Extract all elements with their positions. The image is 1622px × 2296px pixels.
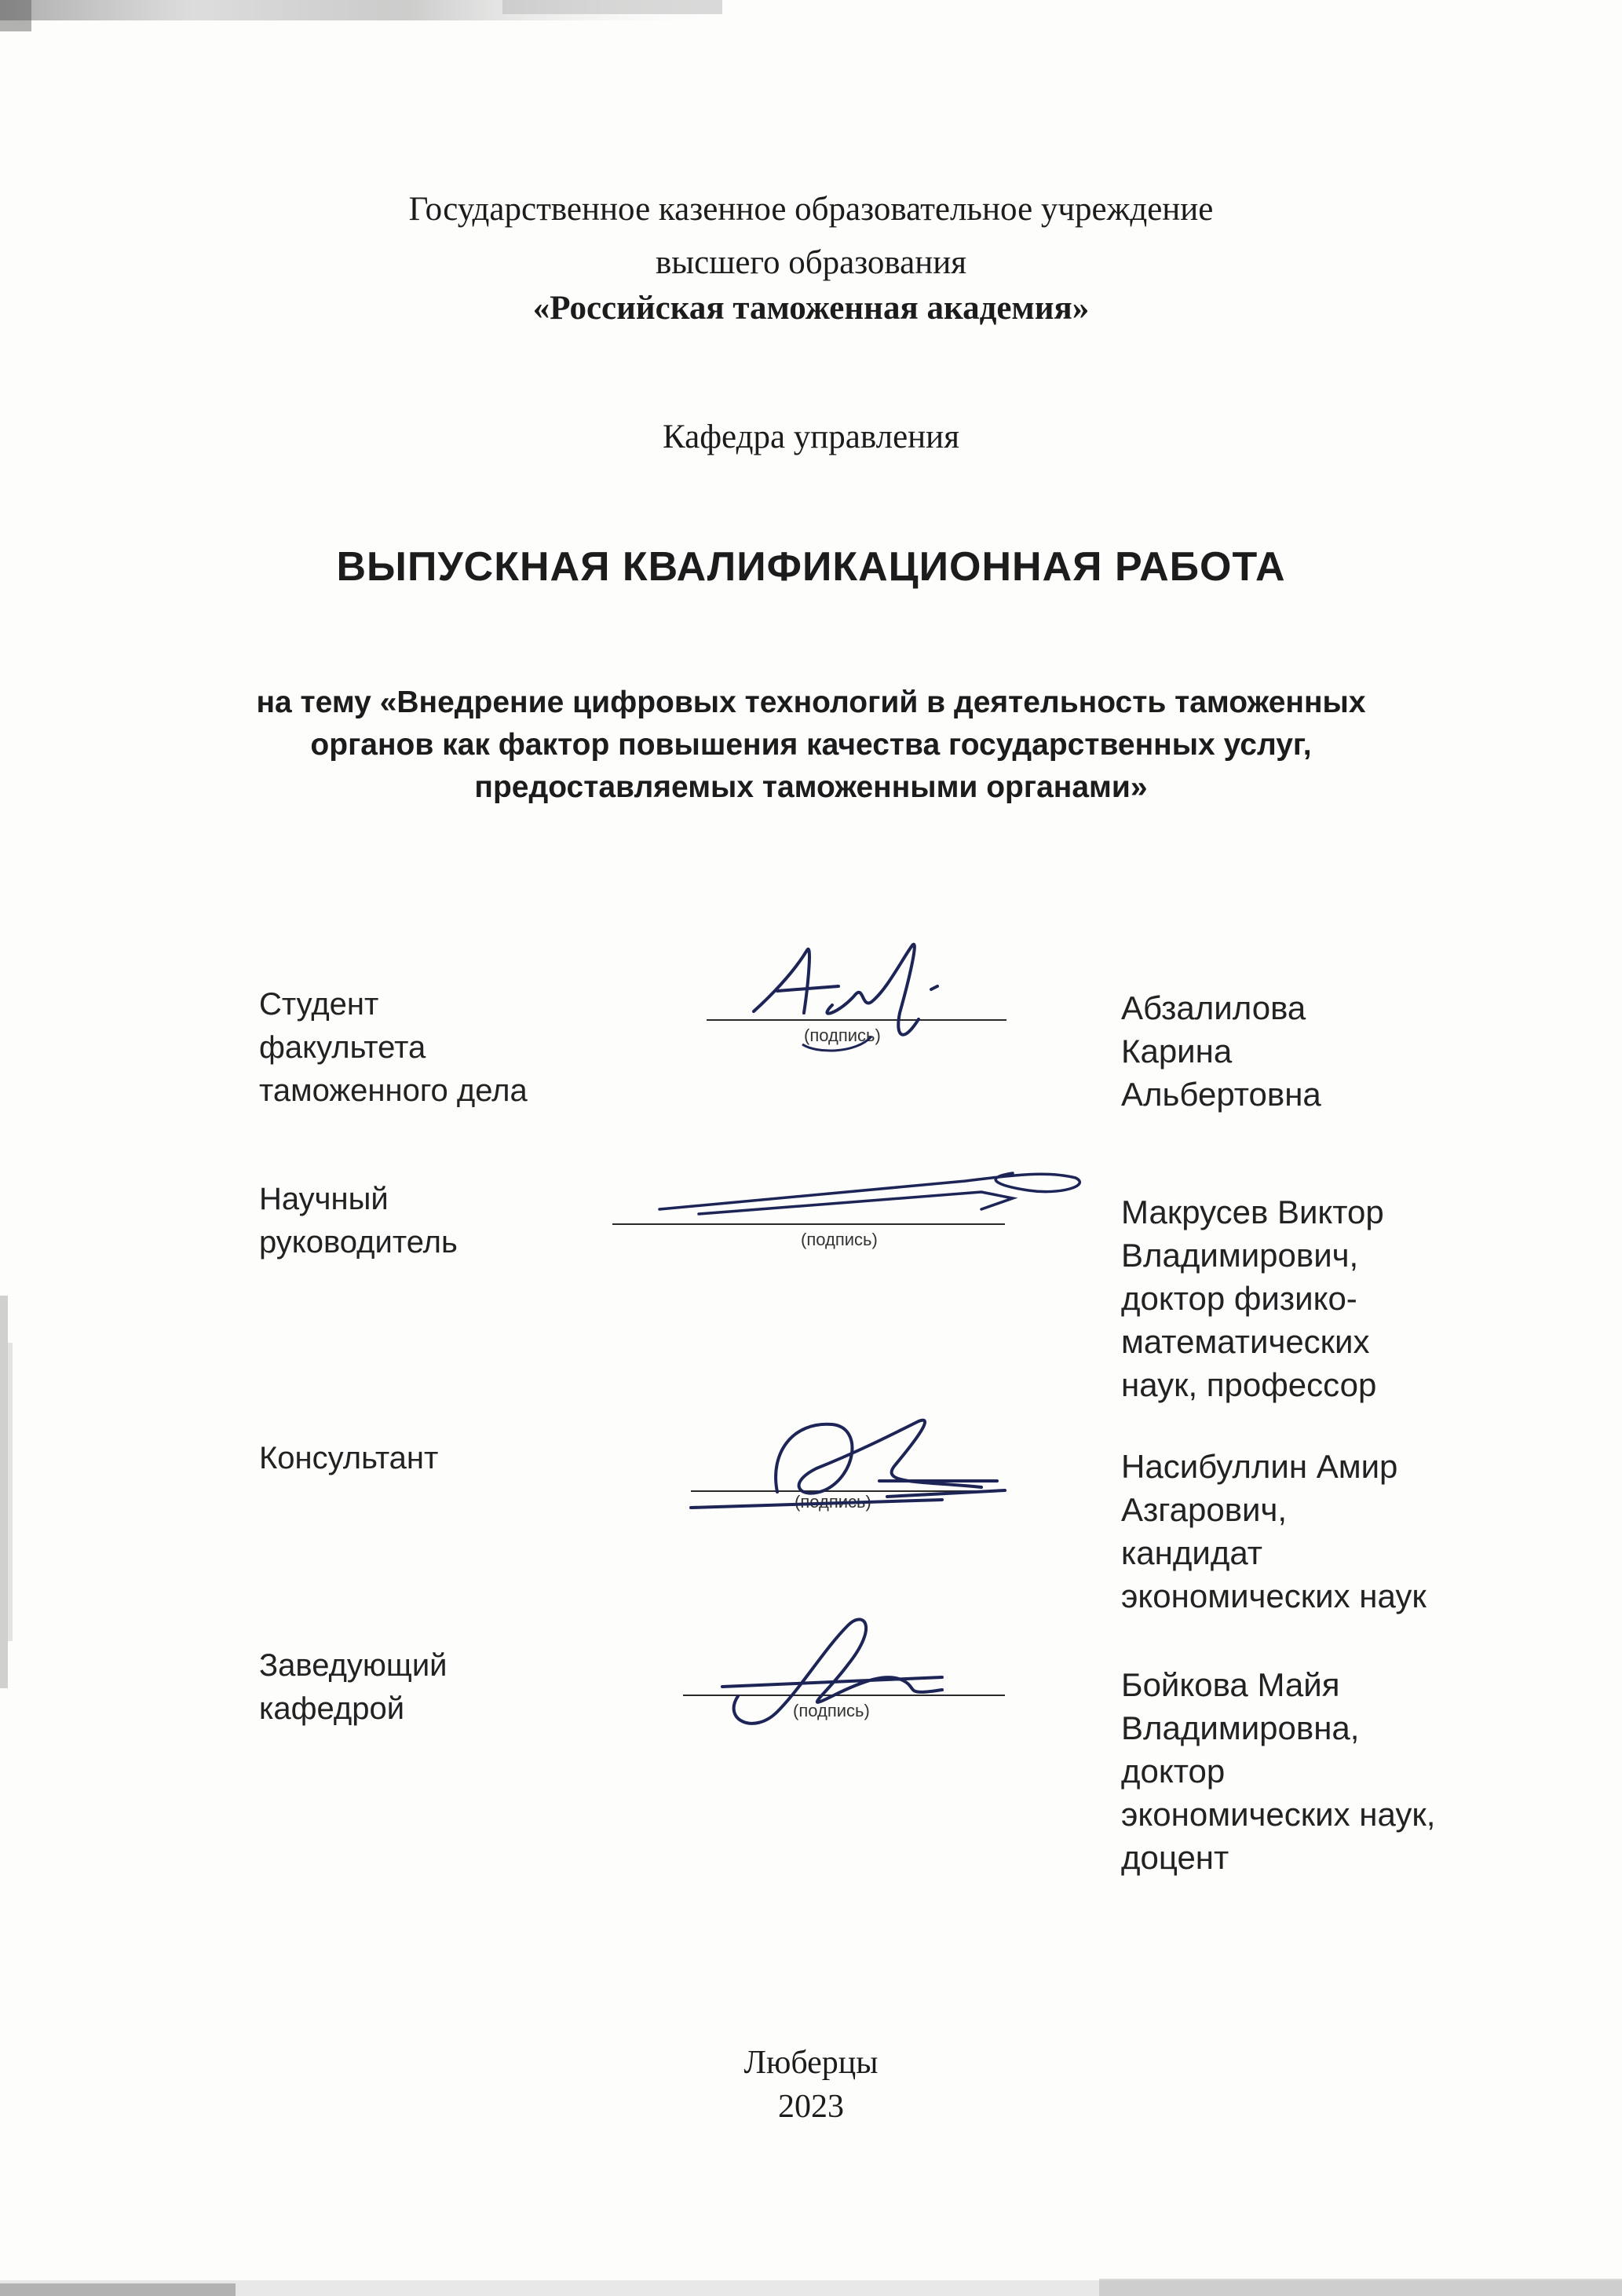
department: Кафедра управления bbox=[663, 419, 959, 455]
topic-line-2: органов как фактор повышения качества государственных услуг, bbox=[310, 728, 1312, 762]
person-line: доктор физико- bbox=[1121, 1280, 1357, 1317]
scan-shadow-left bbox=[0, 1296, 17, 1688]
person-line: Макрусев Виктор bbox=[1121, 1194, 1384, 1230]
person-line: экономических наук, bbox=[1121, 1796, 1436, 1833]
consultant-signature bbox=[683, 1406, 1021, 1523]
topic-line-3: предоставляемых таможенными органами» bbox=[474, 770, 1148, 804]
institution-line-1: Государственное казенное образовательное учреждение bbox=[408, 191, 1214, 228]
scan-shadow-top bbox=[0, 0, 1622, 39]
person-line: Альбертовна bbox=[1121, 1076, 1321, 1113]
thesis-topic bbox=[0, 682, 1622, 809]
signature-caption: (подпись) bbox=[795, 1492, 871, 1512]
role-line: Консультант bbox=[259, 1441, 439, 1475]
role-supervisor bbox=[259, 1178, 458, 1264]
role-line: таможенного дела bbox=[259, 1073, 528, 1108]
student-signature bbox=[746, 927, 997, 1068]
role-line: факультета bbox=[259, 1030, 426, 1065]
role-line: Научный bbox=[259, 1182, 389, 1216]
person-line: доктор bbox=[1121, 1753, 1226, 1790]
person-line: Карина bbox=[1121, 1033, 1233, 1069]
role-head-of-department bbox=[259, 1644, 448, 1731]
topic-line-1: на тему «Внедрение цифровых технологий в деятельность таможенных bbox=[256, 686, 1366, 719]
role-line: Студент bbox=[259, 987, 379, 1022]
person-line: экономических наук bbox=[1121, 1578, 1427, 1614]
person-line: Азгарович, bbox=[1121, 1491, 1288, 1528]
person-line: Владимировна, bbox=[1121, 1709, 1360, 1746]
person-line: математических bbox=[1121, 1323, 1370, 1360]
signature-caption: (подпись) bbox=[804, 1026, 881, 1045]
head-signature bbox=[707, 1602, 974, 1735]
document-title: ВЫПУСКНАЯ КВАЛИФИКАЦИОННАЯ РАБОТА bbox=[336, 544, 1286, 590]
student-name bbox=[1121, 986, 1321, 1116]
person-line: кандидат bbox=[1121, 1534, 1262, 1571]
consultant-name bbox=[1121, 1445, 1427, 1618]
person-line: наук, профессор bbox=[1121, 1366, 1377, 1403]
supervisor-name bbox=[1121, 1190, 1384, 1406]
role-line: кафедрой bbox=[259, 1691, 405, 1726]
role-consultant bbox=[259, 1437, 438, 1480]
supervisor-signature bbox=[652, 1146, 1091, 1233]
person-line: Абзалилова bbox=[1121, 989, 1306, 1026]
person-line: Владимирович, bbox=[1121, 1237, 1359, 1274]
signature-caption: (подпись) bbox=[793, 1701, 870, 1720]
year: 2023 bbox=[778, 2089, 844, 2125]
person-line: Бойкова Майя bbox=[1121, 1666, 1340, 1703]
role-line: Заведующий bbox=[259, 1648, 448, 1683]
scan-shadow-bottom bbox=[0, 2269, 1622, 2296]
person-line: доцент bbox=[1121, 1839, 1229, 1876]
role-line: руководитель bbox=[259, 1225, 458, 1260]
signature-caption: (подпись) bbox=[801, 1230, 878, 1249]
role-student bbox=[259, 983, 528, 1113]
head-name bbox=[1121, 1663, 1435, 1879]
institution-name: «Российская таможенная академия» bbox=[532, 290, 1090, 327]
city: Люберцы bbox=[743, 2045, 879, 2081]
person-line: Насибуллин Амир bbox=[1121, 1448, 1398, 1485]
institution-line-2: высшего образования bbox=[655, 244, 967, 281]
